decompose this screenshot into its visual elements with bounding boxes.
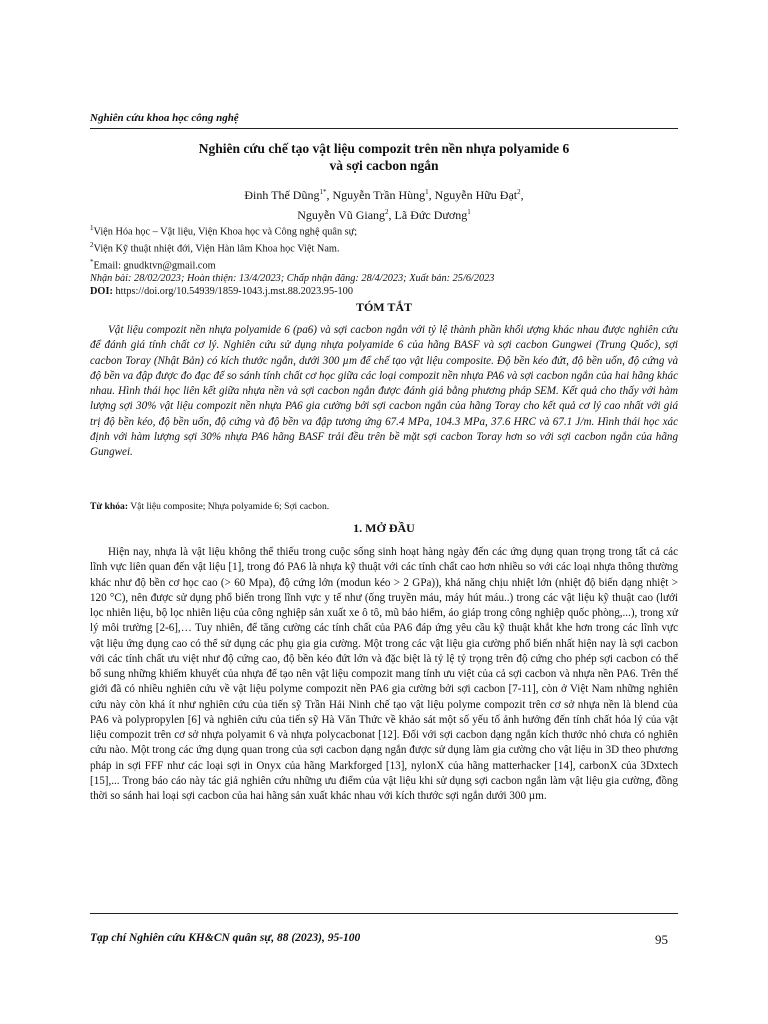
author-line-1: Đinh Thế Dũng$^{1*}$, Nguyễn Trần Hùng$^1$, Nguyễn Hữu Đạt$^2$, — [244, 188, 524, 202]
affiliation-2 — [90, 239, 678, 256]
footer-rule — [90, 913, 678, 914]
corresponding-email — [90, 256, 678, 273]
doi-line — [90, 286, 678, 299]
journal-citation: Tạp chí Nghiên cứu KH&CN quân sự, 88 (2023), 95-100 — [90, 932, 361, 944]
title-line-1: Nghiên cứu chế tạo vật liệu compozit trên nền nhựa polyamide 6 — [198, 141, 570, 156]
section-header: Nghiên cứu khoa học công nghệ — [90, 112, 239, 124]
author-name: Nguyễn Trần Hùng — [332, 188, 426, 202]
author-affil: 1 — [467, 208, 471, 216]
section-heading-intro: 1. MỞ ĐẦU — [353, 521, 415, 535]
author-name: Đinh Thế Dũng — [244, 188, 320, 202]
abstract-heading: TÓM TẮT — [355, 300, 413, 314]
author-name: Nguyễn Vũ Giang — [297, 208, 386, 222]
keywords — [90, 501, 678, 512]
article-dates: Nhận bài: 28/02/2023; Hoàn thiện: 13/4/2023; Chấp nhận đăng: 28/4/2023; Xuất bản: 25/6/2023 — [90, 273, 495, 285]
author-name: Lã Đức Dương — [394, 208, 468, 222]
author-list — [90, 184, 678, 224]
author-affil: 2 — [385, 208, 389, 216]
author-affil: 1 — [425, 188, 429, 196]
doi-label: DOI: — [90, 285, 113, 297]
author-line-2: Nguyễn Vũ Giang$^2$, Lã Đức Dương$^1$ — [297, 208, 471, 222]
affil-text: Viện Kỹ thuật nhiệt đới, Viện Hàn lâm Khoa học Việt Nam. — [93, 243, 340, 255]
affiliation-1 — [90, 222, 678, 239]
author-affil: 1* — [319, 188, 327, 196]
affil-marker: 2 — [90, 241, 94, 250]
doi-link[interactable]: https://doi.org/10.54939/1859-1043.j.mst.88.2023.95-100 — [115, 285, 353, 297]
affil-marker: 1 — [90, 224, 94, 232]
article-title — [90, 140, 678, 174]
page-footer — [90, 932, 678, 947]
email-text: Email: gnudktvn@gmail.com — [93, 260, 216, 272]
affil-text: Viện Hóa học – Vật liệu, Viện Khoa học và Công nghệ quân sự; — [93, 226, 358, 238]
intro-paragraph: Hiện nay, nhựa là vật liệu không thể thiếu trong cuộc sống sinh hoạt hàng ngày đến các ứng dụng quan trọng trong tất cả các lĩnh vực liên quan đến vật liệu [1], trong đó PA6 là nhựa kỹ thuật với các tính chất cao hơn nhiều so với các loại nhựa thông thường khác như độ bền cơ học cao (> 60 Mpa), độ cứng lớn (modun kéo > 2 GPa)), khả năng chịu nhiệt lớn (nhiệt độ biến dạng nhiệt > 120 °C), nên được sử dụng phổ biến trong lĩnh vực y tế như (ống truyền máu, máy hút máu..) trong các vật liệu kỹ thuật cao (lưới lọc nhiên liệu, bộ lọc nhiên liệu của công nghiệp sản xuất xe ô tô, mũ bảo hiểm, áo giáp trong công nghiệp quốc phòng,...), trong xử lý môi trường [2-6],… Tuy nhiên, để tăng cường các tính chất của PA6 đáp ứng yêu cầu kỹ thuật khắt khe hơn trong các lĩnh vực vật liệu ứng dụng cao có thể sử dụng các phụ gia gia cường. Một trong các vật liệu gia cường phổ biến nhất hiện nay là sợi cacbon với các tính chất ưu việt như độ cứng cao, độ bền kéo đứt lớn và đặc biệt là tỷ lệ tỷ trọng trên độ cứng cho phép sợi cacbon có thể bổ sung những khiếm khuyết của nhựa để tạo nên vật liệu compozit mang tính ưu việt của cả sợi cacbon và nhựa nền PA6. Trên thế giới đã có nhiều nghiên cứu về vật liệu polyme compozit nền PA6 gia cường bởi sợi cacbon [7-11], còn ở Việt Nam những nghiên cứu này còn khá ít như nghiên cứu của tiến sỹ Trần Hải Ninh chế tạo vật liệu polyme compozit trên cơ sở nhựa nền là blend của PA6 và polypropylen [6] và nghiên cứu của tiến sỹ Hà Văn Thức về khảo sát một số yếu tố ảnh hưởng đến tính chất hóa lý của vật liệu compozit trên cơ sở nhựa polyamit 6 và nhựa polycacbonat [12]. Đối với sợi cacbon dạng ngắn kích thước nhỏ chưa có nghiên cứu nào. Một trong các ứng dụng quan trong của sợi cacbon dạng ngắn được sử dụng làm gia cường cho vật liệu in 3D theo phương pháp in sợi FFF như các loại sợi in Onyx của hãng Markforged [13], nylonX của hãng matterhacker [14], carbonX của 3Dxtech [15],... Trong báo cáo này tác giả nghiên cứu những ưu điểm của vật liệu khi sử dụng sợi cacbon ngắn làm vật liệu gia cường, đồng thời so sánh hai loại sợi cacbon của hai hãng sản xuất khác nhau với kích thước sợi ngắn dưới 300 µm. — [90, 546, 678, 802]
keywords-label: Từ khóa: — [90, 501, 129, 512]
page-number: 95 — [655, 932, 668, 947]
email-marker: * — [90, 258, 94, 267]
author-name: Nguyễn Hữu Đạt — [434, 188, 518, 202]
keywords-text: Vật liệu composite; Nhựa polyamide 6; Sợi cacbon. — [130, 501, 330, 512]
author-affil: 2 — [517, 188, 521, 196]
abstract-text: Vật liệu compozit nền nhựa polyamide 6 (pa6) và sợi cacbon ngắn với tỷ lệ thành phần khối ượng khác nhau được nghiên cứu để đánh giá tính chất cơ lý. Nghiên cứu sử dụng nhựa polyamide 6 của hãng BASF và sợi cacbon Gungwei (Trung Quốc), sợi cacbon Toray (Nhật Bản) có kích thước ngắn, dưới 300 µm để chế tạo vật liệu composite. Độ bền kéo đứt, độ bền uốn, độ cứng và độ bền va đập được đo đạc để so sánh tính chất cơ học giữa các loại compozit nền nhựa PA6 và sợi cacbon ngắn của hai hãng khác nhau. Hình thái học liên kết giữa nhựa nền và sợi cacbon ngắn được đánh giá bằng phương pháp SEM. Kết quả cho thấy với hàm lượng sợi 30% vật liệu compozit nền nhựa PA6 gia cường bởi sợi cacbon ngắn của hãng Toray cho kết quả cơ lý cao nhất với giá trị độ bền kéo, độ bền uốn, độ cứng và độ bền va đập tương ứng 67.4 MPa, 104.3 MPa, 37.6 HRC và 67.1 J/m. Hình thái học xác định với hàm lượng sợi 30% nhựa PA6 hãng BASF trải đều trên bề mặt sợi cacbon Toray hơn so với sợi cacbon ngắn của hãng Gungwei. — [90, 324, 678, 459]
header-rule — [90, 128, 678, 129]
title-line-2: và sợi cacbon ngắn — [329, 158, 439, 173]
affiliations — [90, 222, 678, 298]
